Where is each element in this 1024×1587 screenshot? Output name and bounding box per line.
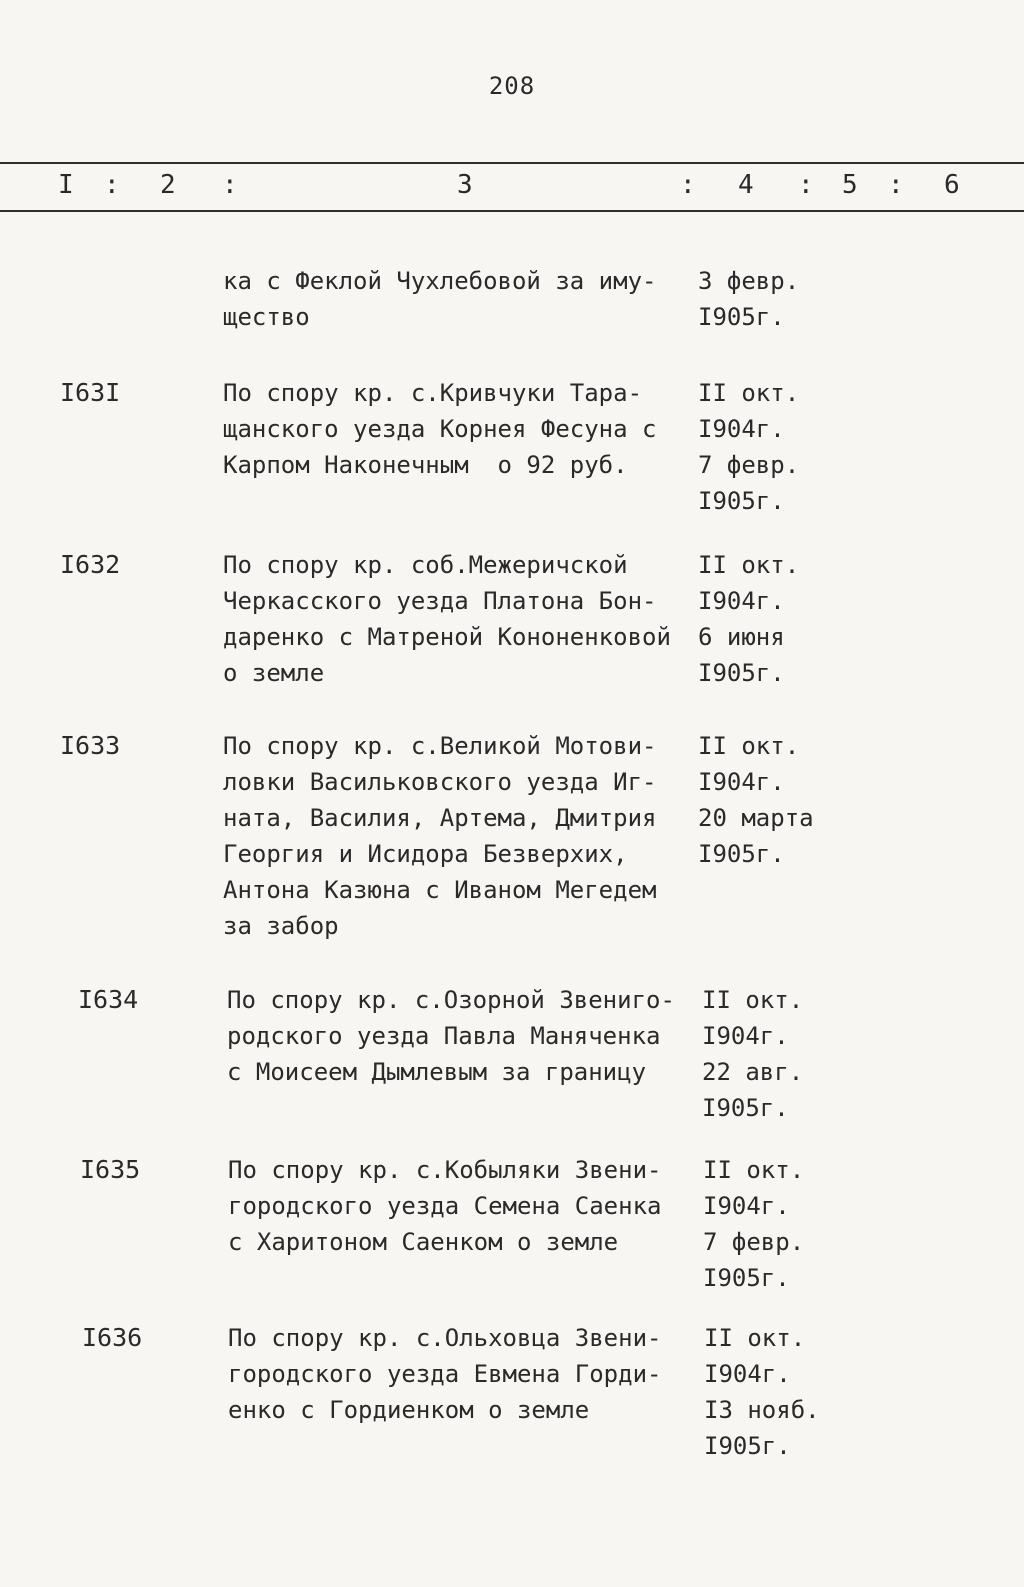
entry-number: I63I <box>60 378 121 407</box>
date-line: I904г. <box>698 415 785 443</box>
date-line: II окт. <box>698 551 800 579</box>
date-line: II окт. <box>703 1156 805 1184</box>
entry-dates <box>698 547 878 691</box>
description-line: ка с Феклой Чухлебовой за иму- <box>223 267 657 295</box>
entry-number: I632 <box>60 550 121 579</box>
description-line: енко с Гордиенком о земле <box>228 1396 590 1424</box>
description-line: По спору кр. с.Кобыляки Звени- <box>228 1156 662 1184</box>
date-line: I905г. <box>704 1432 791 1460</box>
description-line: родского уезда Павла Маняченка <box>227 1022 661 1050</box>
date-line: I904г. <box>704 1360 791 1388</box>
column-separator: : <box>104 170 120 200</box>
column-separator: : <box>888 170 904 200</box>
date-line: I904г. <box>703 1192 790 1220</box>
description-line: По спору кр. с.Кривчуки Тара- <box>223 379 643 407</box>
description-line: Черкасского уезда Платона Бон- <box>223 587 657 615</box>
description-line: за забор <box>223 912 339 940</box>
date-line: 7 февр. <box>698 451 800 479</box>
entry-number: I634 <box>78 985 139 1014</box>
header-rule-top <box>0 162 1024 164</box>
date-line: II окт. <box>704 1324 806 1352</box>
column-separator: : <box>222 170 238 200</box>
entry-description <box>228 1152 698 1260</box>
description-line: Антона Казюна с Иваном Мегедем <box>223 876 657 904</box>
date-line: 22 авг. <box>702 1058 804 1086</box>
date-line: I905г. <box>698 659 785 687</box>
entry-dates <box>704 1320 884 1464</box>
entry-dates <box>698 728 878 872</box>
date-line: 7 февр. <box>703 1228 805 1256</box>
entry-description <box>227 982 697 1090</box>
column-header-5: 5 <box>842 170 858 200</box>
description-line: По спору кр. соб.Межеричской <box>223 551 628 579</box>
description-line: По спору кр. с.Ольховца Звени- <box>228 1324 662 1352</box>
entry-number: I635 <box>80 1155 141 1184</box>
column-separator: : <box>798 170 814 200</box>
header-rule-bottom <box>0 210 1024 212</box>
description-line: ловки Васильковского уезда Иг- <box>223 768 657 796</box>
entry-dates <box>698 375 878 519</box>
date-line: I905г. <box>702 1094 789 1122</box>
description-line: даренко с Матреной Кононенковой <box>223 623 671 651</box>
description-line: городского уезда Семена Саенка <box>228 1192 662 1220</box>
date-line: I3 нояб. <box>704 1396 820 1424</box>
date-line: 20 марта <box>698 804 814 832</box>
date-line: II окт. <box>698 379 800 407</box>
description-line: Карпом Наконечным о 92 руб. <box>223 451 628 479</box>
description-line: о земле <box>223 659 325 687</box>
entry-dates <box>702 982 882 1126</box>
column-header-6: 6 <box>944 170 960 200</box>
date-line: II окт. <box>702 986 804 1014</box>
column-header-3: 3 <box>457 170 473 200</box>
entry-description <box>228 1320 698 1428</box>
date-line: I905г. <box>698 840 785 868</box>
page-number: 208 <box>488 72 536 100</box>
date-line: 3 февр. <box>698 267 800 295</box>
entry-description <box>223 547 693 691</box>
column-header-4: 4 <box>738 170 754 200</box>
description-line: щество <box>223 303 310 331</box>
date-line: I905г. <box>703 1264 790 1292</box>
date-line: I904г. <box>702 1022 789 1050</box>
date-line: I904г. <box>698 587 785 615</box>
column-header-1: I <box>58 170 74 200</box>
description-line: с Харитоном Саенком о земле <box>228 1228 619 1256</box>
date-line: 6 июня <box>698 623 785 651</box>
date-line: I905г. <box>698 487 785 515</box>
date-line: II окт. <box>698 732 800 760</box>
description-line: По спору кр. с.Великой Мотови- <box>223 732 657 760</box>
entry-description <box>223 728 693 944</box>
entry-dates <box>703 1152 883 1296</box>
column-separator: : <box>680 170 696 200</box>
description-line: ната, Василия, Артема, Дмитрия <box>223 804 657 832</box>
description-line: Георгия и Исидора Безверхих, <box>223 840 628 868</box>
description-line: городского уезда Евмена Горди- <box>228 1360 662 1388</box>
entry-number: I636 <box>82 1323 143 1352</box>
description-line: щанского уезда Корнея Фесуна с <box>223 415 657 443</box>
date-line: I905г. <box>698 303 785 331</box>
column-header-2: 2 <box>160 170 176 200</box>
entry-description <box>223 263 693 335</box>
description-line: По спору кр. с.Озорной Звениго- <box>227 986 675 1014</box>
date-line: I904г. <box>698 768 785 796</box>
description-line: с Моисеем Дымлевым за границу <box>227 1058 647 1086</box>
entry-description <box>223 375 693 483</box>
entry-dates <box>698 263 878 335</box>
entry-number: I633 <box>60 731 121 760</box>
